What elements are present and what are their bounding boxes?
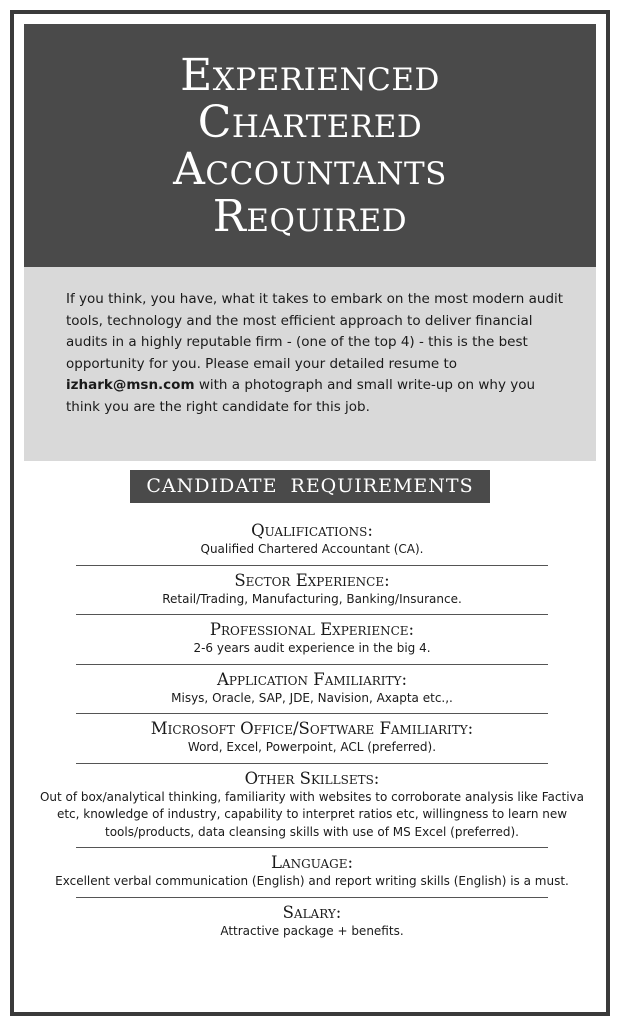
- requirements-list: [39, 516, 584, 946]
- section-software-familiarity: [76, 714, 548, 764]
- section-title: Language:: [270, 853, 354, 872]
- section-body: Qualified Chartered Accountant (CA).: [200, 542, 424, 556]
- section-title: Application Familiarity:: [216, 669, 408, 689]
- section-body: Misys, Oracle, SAP, JDE, Navision, Axapta etc.,.: [171, 690, 453, 705]
- intro-text: If you think, you have, what it takes to embark on the most modern audit tools, technology and the most efficient approach to deliver financial audits in a highly reputable firm - (one of the top 4) - this is the best opportunity for you. Please email your detailed resume to: [66, 291, 564, 372]
- title-line: Experienced: [180, 49, 440, 101]
- section-salary: [76, 898, 548, 947]
- header-banner: [24, 24, 596, 267]
- section-title: Professional Experience:: [209, 620, 415, 639]
- title-line: Required: [212, 190, 408, 242]
- section-body: Excellent verbal communication (English) and report writing skills (English) is a must.: [55, 874, 569, 888]
- section-body: Out of box/analytical thinking, familiarity with websites to corroborate analysis like Factiva etc, knowledge of industry, capability to interpret ratios etc, willingness to learn new tools/products, data cleansing skills with use of MS Excel (preferred).: [39, 789, 584, 839]
- intro-text-end: with a photograph and small write-up on why you think you are the right candidate for this job.: [66, 377, 536, 415]
- section-title: Other Skillsets:: [244, 768, 380, 788]
- section-language: [55, 848, 569, 898]
- email-link[interactable]: izhark@msn.com: [66, 377, 195, 393]
- section-body: Retail/Trading, Manufacturing, Banking/Insurance.: [162, 591, 462, 606]
- section-title: Salary:: [282, 902, 342, 922]
- requirements-banner: CANDIDATE REQUIREMENTS: [130, 470, 489, 503]
- section-title: Sector Experience:: [234, 570, 390, 590]
- section-title: Microsoft Office/Software Familiarity:: [150, 719, 474, 738]
- section-body: Attractive package + benefits.: [220, 923, 404, 938]
- page-title: [173, 49, 447, 242]
- section-body: Word, Excel, Powerpoint, ACL (preferred).: [187, 740, 437, 754]
- section-application-familiarity: [76, 665, 548, 715]
- title-line: Accountants: [173, 143, 447, 195]
- section-body: 2-6 years audit experience in the big 4.: [193, 641, 431, 655]
- section-professional-experience: [76, 615, 548, 665]
- intro-paragraph: [24, 267, 596, 461]
- section-other-skillsets: [39, 764, 584, 849]
- section-sector-experience: [76, 566, 548, 616]
- section-title: Qualifications:: [251, 521, 373, 540]
- section-qualifications: [76, 516, 548, 566]
- advertisement-frame: [10, 10, 610, 1016]
- requirements-heading-wrap: [14, 470, 606, 503]
- title-line: Chartered: [197, 96, 423, 148]
